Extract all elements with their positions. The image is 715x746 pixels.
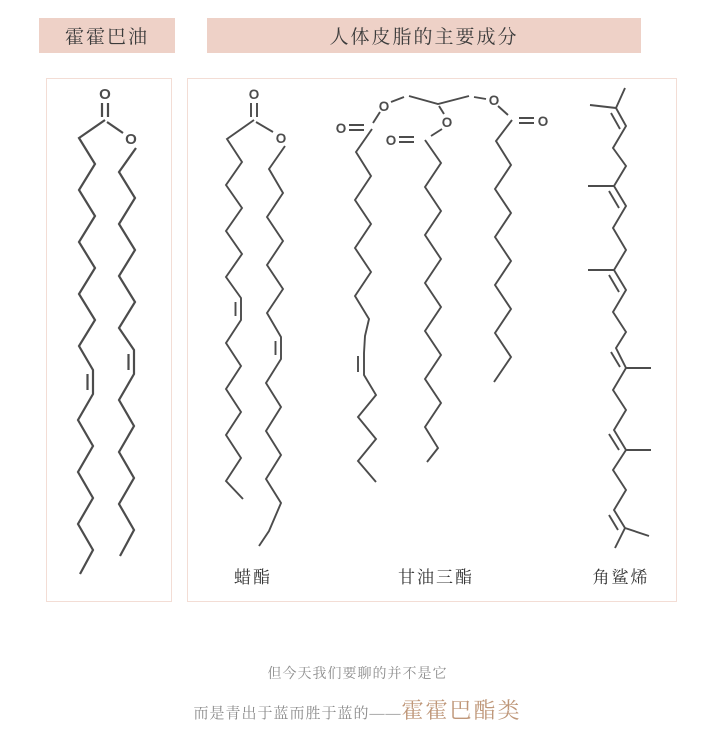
backbone-oxygen-bond bbox=[439, 106, 444, 114]
oxygen-atom-label: O bbox=[441, 115, 453, 130]
double-bond-tick bbox=[611, 113, 620, 129]
triglyceride-structure bbox=[336, 93, 549, 482]
alcohol-chain bbox=[259, 146, 285, 546]
oxygen-atom-label: O bbox=[488, 93, 500, 108]
oxygen-atom-label: O bbox=[378, 99, 390, 114]
jojoba-oil-header-label: 霍霍巴油 bbox=[64, 27, 149, 48]
squalene-structure bbox=[588, 88, 651, 548]
fatty-acid-chain bbox=[355, 129, 376, 482]
carbonyl-double-bond bbox=[251, 103, 257, 117]
oxygen-atom-label: O bbox=[125, 131, 137, 148]
double-bond-tick bbox=[609, 515, 618, 530]
sebum-structures-drawing bbox=[188, 79, 676, 601]
jojoba-wax-ester-structure bbox=[47, 79, 171, 601]
oxygen-atom-label: O bbox=[248, 87, 260, 102]
squalene-label: 角鲨烯 bbox=[592, 568, 650, 587]
footer-line2-prefix: 而是青出于蓝而胜于蓝的—— bbox=[193, 706, 402, 722]
oxygen-atom-label: O bbox=[275, 131, 287, 146]
carbonyl-double-bond bbox=[399, 137, 414, 142]
sebum-components-header bbox=[207, 18, 641, 53]
ester-bond bbox=[373, 112, 380, 123]
glycerol-backbone bbox=[409, 96, 469, 104]
jojoba-oil-header bbox=[39, 18, 175, 53]
terminal-methyls bbox=[590, 88, 625, 108]
wax-ester-label: 蜡酯 bbox=[234, 568, 272, 587]
terminal-methyls bbox=[615, 528, 649, 548]
ester-bond bbox=[107, 122, 123, 133]
oxygen-atom-label: O bbox=[99, 86, 111, 103]
footer-line2 bbox=[0, 694, 715, 725]
acyl-chain bbox=[226, 120, 254, 499]
carbonyl-double-bond bbox=[519, 118, 534, 123]
wax-ester-structure bbox=[226, 87, 286, 546]
triglyceride-label: 甘油三酯 bbox=[398, 568, 474, 587]
oxygen-atom-label: O bbox=[335, 121, 347, 136]
isoprenoid-chain bbox=[613, 108, 626, 528]
footer-line1: 但今天我们要聊的并不是它 bbox=[267, 667, 448, 682]
footer-line2-highlight: 霍霍巴酯类 bbox=[401, 698, 522, 723]
oxygen-atom-label: O bbox=[537, 114, 549, 129]
ester-bond bbox=[431, 129, 442, 136]
ester-bond bbox=[256, 122, 273, 132]
backbone-oxygen-bond bbox=[474, 97, 486, 99]
acyl-chain bbox=[78, 120, 105, 574]
ester-bond bbox=[498, 106, 508, 115]
fatty-acid-chain bbox=[425, 140, 441, 462]
alcohol-chain bbox=[119, 148, 136, 556]
oxygen-atom-label: O bbox=[385, 133, 397, 148]
jojoba-structure-panel bbox=[46, 78, 172, 602]
sebum-structures-panel bbox=[187, 78, 677, 602]
carbonyl-double-bond bbox=[349, 125, 364, 130]
fatty-acid-chain bbox=[494, 120, 512, 382]
carbonyl-double-bond bbox=[102, 103, 108, 117]
sebum-components-header-label: 人体皮脂的主要成分 bbox=[329, 27, 519, 48]
backbone-oxygen-bond bbox=[391, 97, 404, 102]
